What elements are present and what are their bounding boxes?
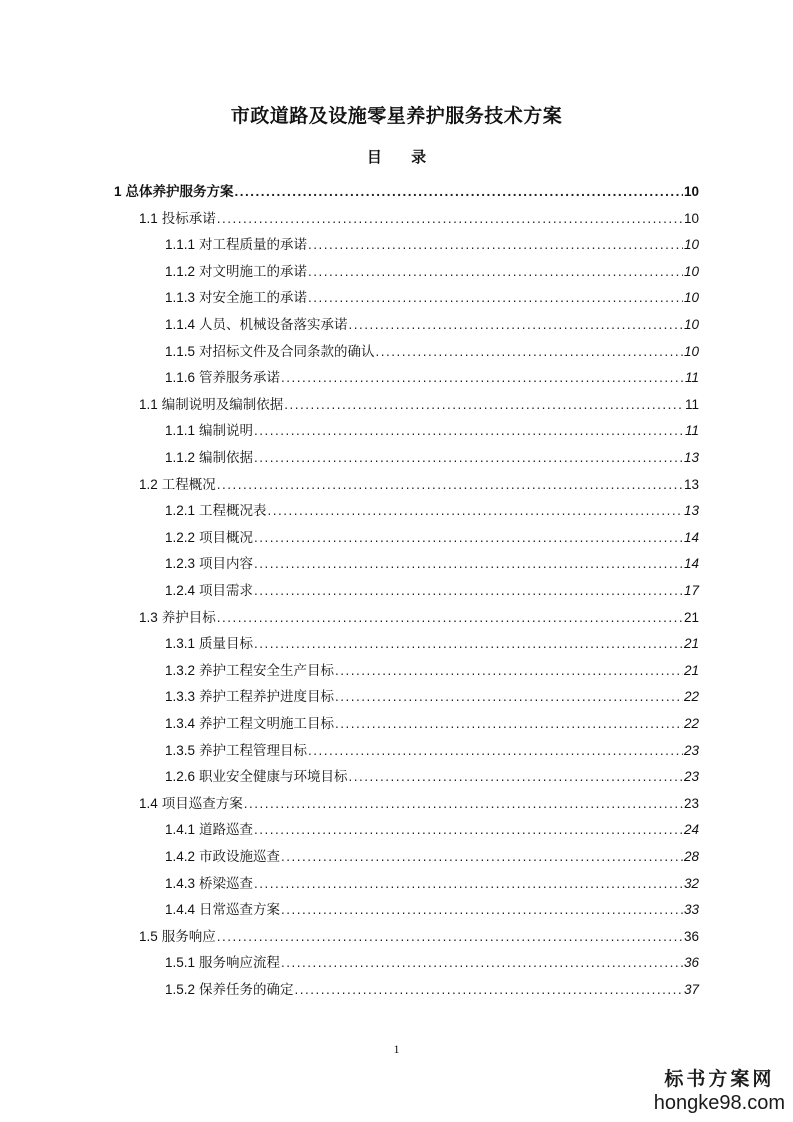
- toc-entry-title: 项目巡查方案: [161, 795, 243, 812]
- toc-entry-number: 1.4.2: [165, 849, 196, 864]
- toc-dot-leader: [254, 528, 683, 548]
- toc-dot-leader: [254, 554, 683, 574]
- toc-entry-title: 投标承诺: [161, 210, 216, 227]
- toc-entry-title: 总体养护服务方案: [125, 184, 234, 200]
- toc-entry[interactable]: [165, 953, 699, 973]
- toc-entry-number: 1.5.1: [165, 955, 196, 971]
- toc-entry[interactable]: [165, 980, 699, 1000]
- toc-dot-leader: [281, 847, 683, 867]
- toc-entry-number: 1.3.3: [165, 689, 196, 705]
- toc-entry-page: 24: [683, 822, 699, 838]
- toc-entry-number: 1.1.2: [165, 450, 196, 465]
- toc-dot-leader: [335, 687, 683, 707]
- toc-entry-page: 23: [683, 769, 699, 785]
- toc-entry-title: 保养任务的确定: [199, 982, 294, 998]
- toc-dot-leader: [349, 315, 683, 335]
- toc-entry-number: 1: [114, 184, 122, 199]
- toc-entry-number: 1.1.5: [165, 343, 196, 359]
- watermark-site-url: hongke98.com: [653, 1092, 785, 1114]
- toc-entry[interactable]: [165, 528, 699, 548]
- toc-entry-title: 道路巡查: [199, 822, 254, 839]
- toc-dot-leader: [254, 581, 683, 601]
- toc-entry[interactable]: [165, 581, 699, 601]
- toc-entry[interactable]: [165, 874, 699, 894]
- toc-entry-title: 养护工程养护进度目标: [199, 689, 335, 706]
- toc-entry[interactable]: [139, 927, 699, 947]
- toc-entry-title: 编制说明及编制依据: [161, 396, 284, 413]
- toc-dot-leader: [281, 953, 683, 973]
- toc-entry[interactable]: [165, 820, 699, 840]
- toc-entry-number: 1.3.2: [165, 662, 196, 678]
- toc-entry-title: 项目概况: [199, 529, 254, 546]
- toc-entry[interactable]: [165, 900, 699, 920]
- toc-entry-page: 13: [683, 450, 699, 465]
- toc-entry-number: 1.5: [139, 928, 158, 944]
- toc-dot-leader: [376, 342, 683, 362]
- toc-entry-title: 工程概况: [161, 476, 216, 493]
- toc-entry-number: 1.3.1: [165, 636, 196, 652]
- toc-dot-leader: [254, 874, 683, 894]
- toc-dot-leader: [349, 767, 683, 787]
- toc-dot-leader: [254, 820, 683, 840]
- toc-entry-page: 10: [683, 290, 699, 306]
- toc-entry-page: 11: [684, 423, 699, 439]
- toc-entry-number: 1.4.4: [165, 902, 196, 918]
- toc-dot-leader: [335, 714, 683, 734]
- toc-entry-number: 1.4.1: [165, 822, 196, 838]
- toc-entry[interactable]: [165, 235, 699, 255]
- toc-entry-page: 36: [683, 955, 699, 971]
- toc-entry-page: 13: [683, 503, 699, 519]
- toc-entry-page: 10: [683, 317, 699, 332]
- page-number: 1: [393, 1042, 400, 1056]
- toc-entry-page: 21: [683, 609, 699, 625]
- toc-heading: 目 录: [366, 148, 439, 166]
- toc-dot-leader: [217, 608, 683, 628]
- toc-entry-page: 21: [683, 662, 699, 678]
- toc-entry-number: 1.1.6: [165, 370, 196, 386]
- toc-dot-leader: [254, 421, 684, 441]
- toc-entry-page: 10: [683, 237, 699, 253]
- toc-entry-title: 对文明施工的承诺: [199, 263, 308, 280]
- toc-entry-page: 11: [684, 396, 699, 412]
- toc-entry[interactable]: [165, 767, 699, 787]
- toc-entry[interactable]: [165, 661, 699, 681]
- toc-entry[interactable]: [165, 501, 699, 521]
- toc-dot-leader: [217, 475, 683, 495]
- toc-entry-page: 36: [683, 928, 699, 944]
- toc-entry-page: 10: [683, 184, 699, 199]
- toc-dot-leader: [281, 368, 684, 388]
- toc-entry-title: 项目内容: [199, 556, 254, 573]
- toc-dot-leader: [235, 182, 683, 202]
- toc-entry-number: 1.4.3: [165, 875, 196, 891]
- toc-entry-number: 1.1: [139, 210, 158, 226]
- toc-dot-leader: [308, 235, 683, 255]
- toc-entry-page: 33: [683, 902, 699, 918]
- toc-dot-leader: [244, 794, 683, 814]
- toc-dot-leader: [268, 501, 683, 521]
- toc-entry[interactable]: [165, 687, 699, 707]
- toc-entry[interactable]: [165, 368, 699, 388]
- toc-entry[interactable]: [165, 448, 699, 468]
- toc-entry[interactable]: [165, 554, 699, 574]
- toc-entry[interactable]: [139, 608, 699, 628]
- toc-dot-leader: [281, 900, 683, 920]
- toc-entry-number: 1.1.4: [165, 317, 196, 332]
- toc-entry-page: 14: [683, 556, 699, 572]
- toc-entry-number: 1.4: [139, 795, 158, 811]
- toc-entry-title: 桥梁巡查: [199, 875, 254, 892]
- toc-entry-title: 服务响应: [161, 928, 216, 945]
- toc-dot-leader: [308, 288, 683, 308]
- toc-dot-leader: [254, 634, 683, 654]
- toc-entry-number: 1.3.5: [165, 742, 196, 758]
- toc-entry-number: 1.3: [139, 609, 158, 625]
- toc-entry-number: 1.2.4: [165, 583, 196, 598]
- toc-entry-page: 17: [683, 583, 699, 598]
- toc-entry[interactable]: [165, 714, 699, 734]
- toc-entry[interactable]: [165, 315, 699, 335]
- toc-entry-number: 1.3.4: [165, 716, 196, 731]
- toc-entry-title: 对安全施工的承诺: [199, 290, 308, 307]
- toc-entry-page: 10: [683, 263, 699, 279]
- watermark: [654, 1066, 785, 1114]
- toc-entry[interactable]: [139, 475, 699, 495]
- toc-entry-title: 服务响应流程: [199, 955, 281, 972]
- toc-entry-title: 职业安全健康与环境目标: [199, 769, 348, 786]
- toc-dot-leader: [284, 395, 684, 415]
- toc-entry-title: 市政设施巡查: [199, 849, 281, 865]
- toc-entry-number: 1.2.6: [165, 769, 196, 785]
- toc-entry-page: 14: [683, 529, 699, 545]
- toc-entry-number: 1.2.1: [165, 503, 196, 519]
- toc-entry-title: 养护目标: [161, 609, 216, 626]
- toc-entry-page: 22: [683, 689, 699, 705]
- toc-entry[interactable]: [165, 421, 699, 441]
- document-title: 市政道路及设施零星养护服务技术方案: [230, 105, 563, 127]
- toc-dot-leader: [308, 741, 683, 761]
- toc-dot-leader: [295, 980, 683, 1000]
- toc-entry[interactable]: [139, 794, 699, 814]
- toc-entry-page: 13: [683, 476, 699, 492]
- toc-entry-title: 日常巡查方案: [199, 902, 281, 919]
- toc-entry-title: 对工程质量的承诺: [199, 237, 308, 254]
- toc-entry-title: 编制说明: [199, 423, 254, 440]
- toc-entry[interactable]: [165, 262, 699, 282]
- toc-entry-title: 编制依据: [199, 450, 254, 466]
- toc-dot-leader: [308, 262, 683, 282]
- toc-entry-page: 22: [683, 716, 699, 731]
- toc-entry-number: 1.1.1: [165, 423, 196, 439]
- toc-entry-number: 1.5.2: [165, 982, 196, 997]
- toc-entry-page: 37: [683, 982, 699, 997]
- toc-dot-leader: [217, 927, 683, 947]
- toc-entry-title: 养护工程管理目标: [199, 742, 308, 759]
- toc-dot-leader: [335, 661, 683, 681]
- toc-entry-title: 管养服务承诺: [199, 370, 281, 387]
- toc-entry-number: 1.2.3: [165, 556, 196, 572]
- toc-entry-page: 10: [683, 343, 699, 359]
- toc-entry-title: 质量目标: [199, 636, 254, 653]
- toc-entry[interactable]: [165, 288, 699, 308]
- toc-entry-page: 23: [683, 742, 699, 758]
- toc-entry-page: 32: [683, 875, 699, 891]
- toc-entry-number: 1.2: [139, 476, 158, 492]
- toc-dot-leader: [217, 209, 683, 229]
- toc-entry-page: 11: [684, 370, 699, 386]
- toc-entry-page: 23: [683, 795, 699, 811]
- toc-entry-number: 1.1: [139, 396, 158, 412]
- toc-entry[interactable]: [165, 634, 699, 654]
- watermark-site-name: 标书方案网: [664, 1068, 775, 1090]
- toc-entry-title: 人员、机械设备落实承诺: [199, 317, 348, 333]
- toc-entry-page: 21: [683, 636, 699, 652]
- toc-entry-number: 1.1.3: [165, 290, 196, 306]
- toc-entry-number: 1.2.2: [165, 529, 196, 545]
- toc-entry-number: 1.1.2: [165, 263, 196, 279]
- toc-entry[interactable]: [165, 741, 699, 761]
- toc-entry-page: 28: [683, 849, 699, 864]
- toc-entry-title: 养护工程文明施工目标: [199, 716, 335, 732]
- toc-entry[interactable]: [139, 209, 699, 229]
- toc-entry-title: 项目需求: [199, 583, 254, 599]
- toc-entry[interactable]: [165, 847, 699, 867]
- toc-entry-title: 对招标文件及合同条款的确认: [199, 343, 375, 360]
- toc-entry[interactable]: [139, 395, 699, 415]
- toc-entry[interactable]: [165, 342, 699, 362]
- toc-entry-number: 1.1.1: [165, 237, 196, 253]
- toc-entry[interactable]: [114, 182, 699, 202]
- toc-entry-title: 养护工程安全生产目标: [199, 662, 335, 679]
- toc-entry-title: 工程概况表: [199, 503, 267, 520]
- toc-dot-leader: [254, 448, 683, 468]
- toc-entry-page: 10: [683, 210, 699, 226]
